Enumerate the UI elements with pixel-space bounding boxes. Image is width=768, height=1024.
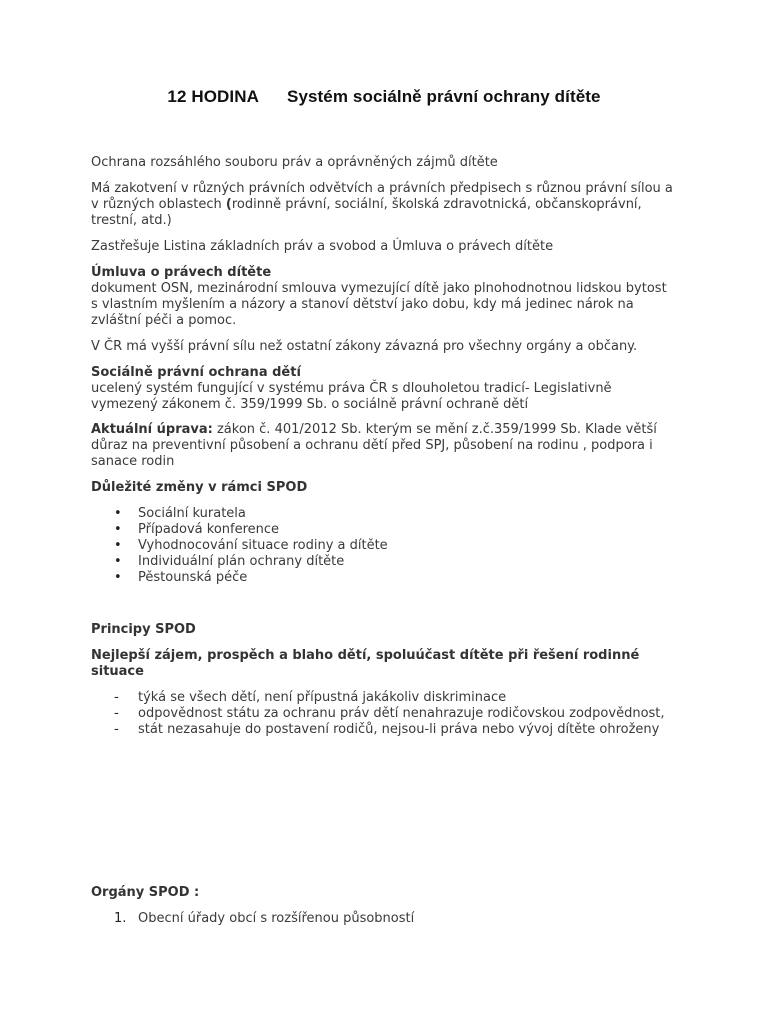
bullet-icon: •: [114, 570, 122, 585]
changes-list: [91, 506, 676, 586]
list-item: 1. Obecní úřady obcí s rozšířenou působností: [114, 911, 415, 926]
paragraph-legal-anchoring: Má zakotvení v různých právních odvětvích a právních předpisech s různou právní sílou a v různých oblastech (rodinně právní, sociální, školská zdravotnická, občanskoprávní, trestní, atd.): [91, 181, 673, 228]
list-item: • Individuální plán ochrany dítěte: [114, 554, 345, 569]
list-item: • Pěstounská péče: [114, 570, 248, 585]
bullet-icon: •: [114, 554, 122, 569]
current-regulation-text: zákon č. 401/2012 Sb. kterým se mění z.č.359/1999 Sb. Klade větší důraz na preventivní působení a ochranu dětí před SPJ, působení na rodinu , podpora i sanace rodin: [91, 422, 657, 469]
title-text: Systém sociálně právní ochrany dítěte: [287, 87, 601, 106]
section-umluva: [91, 265, 676, 329]
bullet-icon: •: [114, 506, 122, 521]
principles-heading: Principy SPOD: [91, 622, 196, 637]
list-item: • Vyhodnocování situace rodiny a dítěte: [114, 538, 388, 553]
list-item: • Případová konference: [114, 522, 280, 537]
dash-icon: -: [114, 690, 119, 705]
bullet-icon: •: [114, 522, 122, 537]
paragraph-legal-force: V ČR má vyšší právní sílu než ostatní zákony závazná pro všechny orgány a občany.: [91, 339, 638, 354]
list-number: 1.: [114, 911, 127, 926]
section-spod-definition: [91, 365, 676, 413]
changes-heading: Důležité změny v rámci SPOD: [91, 480, 308, 495]
umluva-text: dokument OSN, mezinárodní smlouva vymezující dítě jako plnohodnotnou lidskou bytost s vlastním myšlením a názory a stanoví dětství jako dobu, kdy má jedinec nárok na zvláštní péči a pomoc.: [91, 281, 667, 328]
spod-definition-heading: Sociálně právní ochrana dětí: [91, 365, 301, 380]
dash-icon: -: [114, 706, 119, 721]
organs-heading: Orgány SPOD :: [91, 885, 200, 900]
bullet-icon: •: [114, 538, 122, 553]
list-item: - odpovědnost státu za ochranu práv dětí nenahrazuje rodičovskou zodpovědnost,: [114, 706, 665, 721]
spod-definition-text: ucelený systém fungující v systému práva ČR s dlouholetou tradicí- Legislativně vymezený zákonem č. 359/1999 Sb. o sociálně právní ochraně dětí: [91, 381, 612, 412]
list-item: • Sociální kuratela: [114, 506, 246, 521]
list-item: - týká se všech dětí, není přípustná jakákoliv diskriminace: [114, 690, 507, 705]
dash-icon: -: [114, 722, 119, 737]
list-item: - stát nezasahuje do postavení rodičů, nejsou-li práva nebo vývoj dítěte ohroženy: [114, 722, 660, 737]
organs-list: [91, 911, 676, 927]
paragraph-umbrella: Zastřešuje Listina základních práv a svobod a Úmluva o právech dítěte: [91, 239, 554, 254]
paragraph-intro: Ochrana rozsáhlého souboru práv a oprávněných zájmů dítěte: [91, 155, 498, 170]
umluva-heading: Úmluva o právech dítěte: [91, 265, 272, 280]
current-regulation-label: Aktuální úprava:: [91, 422, 213, 437]
page-title: [0, 89, 768, 105]
principles-list: [91, 690, 676, 738]
section-current-regulation: [91, 422, 676, 470]
title-number: 12 HODINA: [167, 87, 259, 106]
principles-subheading: Nejlepší zájem, prospěch a blaho dětí, spoluúčast dítěte při řešení rodinné situace: [91, 648, 640, 679]
